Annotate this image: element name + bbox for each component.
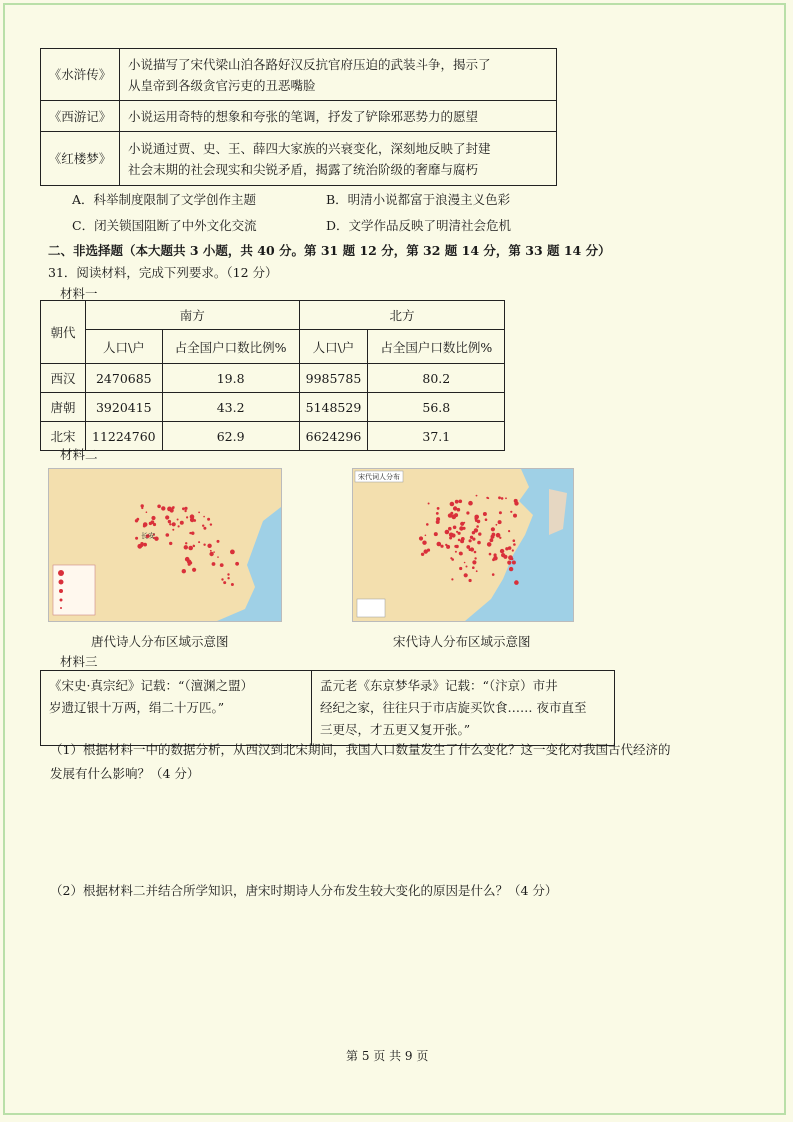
poet-dot (508, 530, 510, 532)
poet-dot (489, 553, 492, 556)
cell: 6624296 (299, 422, 368, 451)
poet-dot (469, 539, 472, 542)
poet-dot (221, 578, 223, 580)
dynasty-cell: 北宋 (41, 422, 86, 451)
poet-dot (453, 526, 457, 530)
poet-dot (146, 511, 148, 513)
poet-dot (474, 557, 476, 559)
dynasty-cell: 西汉 (41, 364, 86, 393)
material-2-label: 材料二 (60, 447, 98, 462)
material-1-label: 材料一 (60, 286, 98, 301)
table-row (41, 393, 505, 422)
poet-dot (456, 531, 458, 533)
poet-dot (445, 544, 447, 546)
poet-dot (436, 512, 439, 515)
poet-dot (182, 569, 186, 573)
poet-dot (419, 536, 423, 540)
cell: 9985785 (299, 364, 368, 393)
poet-dot (494, 553, 497, 556)
novel-name: 《西游记》 (41, 101, 120, 132)
excerpt-line: 三更尽，才五更又复开张。” (320, 722, 471, 737)
poet-dot (207, 518, 210, 521)
cell: 37.1 (368, 422, 505, 451)
poet-dot (166, 533, 170, 537)
poet-dot (143, 525, 146, 528)
poet-dot (185, 557, 190, 562)
poet-dot (468, 501, 473, 506)
poet-dot (470, 536, 473, 539)
song-poets-map (352, 468, 574, 622)
poet-dot (487, 542, 492, 547)
material-3-table (40, 670, 615, 746)
page-footer: 第 5 页 共 9 页 (346, 1049, 429, 1063)
excerpt-line: 孟元老《东京梦华录》记载：“（汴京）市井 (320, 678, 558, 693)
poet-dot (135, 519, 138, 522)
poet-dot (217, 556, 219, 558)
poet-dot (428, 503, 430, 505)
poet-dot (210, 523, 212, 525)
poet-dot (227, 577, 229, 579)
poet-dot (490, 538, 494, 542)
poet-dot (514, 499, 518, 503)
cell: 5148529 (299, 393, 368, 422)
song-map-graphic (353, 469, 573, 621)
poet-dot (457, 508, 461, 512)
poet-dot (448, 513, 452, 517)
changan-label: 长安 (141, 532, 155, 540)
poet-dot (135, 537, 138, 540)
poet-dot (210, 550, 212, 552)
col-households: 人口\户 (299, 330, 368, 364)
poet-dot (198, 541, 200, 543)
poet-dot (499, 511, 502, 514)
poet-dot (459, 500, 463, 504)
poet-dot (445, 530, 450, 535)
poet-dot (501, 550, 503, 552)
poet-dot (507, 561, 511, 565)
novel-desc (120, 101, 557, 132)
poet-dot (189, 532, 191, 534)
tang-poets-map (48, 468, 282, 622)
poet-dot (437, 542, 442, 547)
col-ratio: 占全国户口数比例% (368, 330, 505, 364)
section-heading: 二、非选择题（本大题共 3 小题，共 40 分。第 31 题 12 分，第 32 题 14 分，第 33 题 14 分） (48, 243, 611, 258)
poet-dot (143, 543, 147, 547)
poet-dot (172, 522, 176, 526)
dynasty-cell: 唐朝 (41, 393, 86, 422)
poet-dot (459, 526, 463, 530)
poet-dot (189, 561, 192, 564)
poet-dot (422, 541, 426, 545)
sub-question-1 (50, 738, 750, 786)
poet-dot (168, 520, 171, 523)
novel-desc (120, 132, 557, 186)
poet-dot (192, 568, 196, 572)
poet-dot (217, 540, 220, 543)
poet-dot (449, 533, 454, 538)
excerpt-line: 《宋史·真宗纪》记载：“（澶渊之盟） (49, 678, 254, 693)
poet-dot (455, 545, 458, 548)
table-row (41, 671, 615, 746)
poet-dot (451, 578, 453, 580)
novel-name: 《水浒传》 (41, 49, 120, 101)
poet-dot (178, 525, 180, 527)
north-header: 北方 (299, 301, 505, 330)
poet-dot (472, 566, 475, 569)
poet-dot (485, 518, 488, 521)
poet-dot (203, 516, 205, 518)
song-shi-excerpt (41, 671, 312, 746)
poet-dot (469, 548, 472, 551)
poet-dot (496, 524, 498, 526)
poet-dot (426, 523, 429, 526)
desc-line: 小说通过贾、史、王、薛四大家族的兴衰变化，深刻地反映了封建 (128, 140, 491, 156)
poet-dot (492, 573, 495, 576)
poet-dot (203, 527, 206, 530)
poet-dot (458, 539, 461, 542)
population-table (40, 300, 505, 451)
poet-dot (220, 563, 224, 567)
table-row (41, 49, 557, 101)
poet-dot (161, 506, 165, 510)
table-header-row (41, 330, 505, 364)
question-line: （1）根据材料一中的数据分析，从西汉到北宋期间，我国人口数量发生了什么变化？这一变化对我国古代经济的 (50, 742, 671, 757)
col-ratio: 占全国户口数比例% (162, 330, 299, 364)
poet-dot (513, 514, 517, 518)
poet-dot (427, 549, 430, 552)
poet-dot (455, 500, 459, 504)
poet-dot (510, 511, 512, 513)
poet-dot (463, 522, 465, 524)
poet-dot (213, 551, 215, 553)
cell: 3920415 (86, 393, 163, 422)
table-row (41, 101, 557, 132)
poet-dot (141, 507, 143, 509)
poet-dot (512, 561, 516, 565)
poet-dot (207, 544, 211, 548)
poet-dot (227, 573, 229, 575)
dynasty-header: 朝代 (41, 301, 86, 364)
dongjing-menghua-excerpt (312, 671, 615, 746)
poet-dot (177, 519, 179, 521)
poet-dot (193, 545, 195, 547)
poet-dot (437, 507, 440, 510)
desc-line: 社会末期的社会现实和尖锐矛盾，揭露了统治阶级的奢靡与腐朽 (128, 161, 479, 177)
poet-dot (491, 527, 495, 531)
tang-map-caption: 唐代诗人分布区域示意图 (91, 634, 229, 649)
desc-line: 小说运用奇特的想象和夸张的笔调，抒发了铲除邪恶势力的愿望 (128, 108, 479, 124)
poet-dot (486, 497, 488, 499)
tang-map-graphic (49, 469, 281, 621)
poet-dot (190, 518, 195, 523)
cell: 56.8 (368, 393, 505, 422)
question-31: 31．阅读材料，完成下列要求。（12 分） (48, 265, 278, 280)
poet-dot (203, 544, 205, 546)
poet-dot (425, 535, 427, 537)
poet-dot (475, 519, 478, 522)
poet-dot (513, 539, 516, 542)
poet-dot (169, 542, 172, 545)
poet-dot (492, 533, 496, 537)
poet-dot (212, 562, 216, 566)
question-line: 发展有什么影响？（4 分） (50, 766, 200, 781)
song-map-title: 宋代词人分布 (358, 473, 400, 481)
cell: 2470685 (86, 364, 163, 393)
excerpt-line: 岁遗辽银十万两，绢二十万匹。” (49, 700, 225, 715)
poet-dot (185, 542, 187, 544)
poet-dot (476, 495, 478, 497)
poet-dot (172, 506, 175, 509)
poet-dot (459, 552, 463, 556)
cell: 11224760 (86, 422, 163, 451)
col-households: 人口\户 (86, 330, 163, 364)
table-row (41, 364, 505, 393)
poet-dot (472, 560, 476, 564)
poet-dot (180, 521, 184, 525)
poet-dot (483, 512, 487, 516)
novel-desc (120, 49, 557, 101)
poet-dot (498, 496, 501, 499)
poet-dot (476, 570, 478, 572)
poet-dot (496, 533, 501, 538)
option-a: A．科举制度限制了文学创作主题 (72, 192, 257, 207)
poet-dot (172, 529, 174, 531)
poet-dot (459, 567, 462, 570)
poet-dot (509, 567, 513, 571)
option-c: C．闭关锁国阻断了中外文化交流 (72, 218, 257, 233)
poet-dot (188, 546, 193, 551)
cell: 43.2 (162, 393, 299, 422)
poet-dot (434, 532, 438, 536)
map-legend (357, 599, 385, 617)
poet-dot (493, 556, 498, 561)
poet-dot (165, 515, 169, 519)
sub-question-2: （2）根据材料二并结合所学知识，唐宋时期诗人分布发生较大变化的原因是什么？（4 分） (50, 883, 558, 898)
poet-dot (151, 516, 155, 520)
excerpt-line: 经纪之家，往往只于市店旋买饮食…… 夜市直至 (320, 700, 587, 715)
poet-dot (157, 505, 161, 509)
poet-dot (223, 581, 226, 584)
poet-dot (503, 555, 507, 559)
desc-line: 小说描写了宋代梁山泊各路好汉反抗官府压迫的武装斗争，揭示了 (128, 56, 491, 72)
song-map-caption: 宋代诗人分布区域示意图 (393, 634, 531, 649)
poet-dot (184, 510, 186, 512)
cell: 80.2 (368, 364, 505, 393)
poet-dot (198, 512, 200, 514)
poet-dot (202, 525, 204, 527)
poet-dot (466, 566, 468, 568)
cell: 19.8 (162, 364, 299, 393)
option-d: D．文学作品反映了明清社会危机 (326, 218, 512, 233)
poet-dot (464, 573, 468, 577)
poet-dot (440, 545, 443, 548)
poet-dot (231, 583, 234, 586)
poet-dot (235, 562, 239, 566)
option-b: B．明清小说都富于浪漫主义色彩 (326, 192, 511, 207)
material-3-label: 材料三 (60, 654, 98, 669)
poet-dot (474, 551, 477, 554)
novels-table (40, 48, 557, 186)
poet-dot (498, 520, 502, 524)
poet-dot (478, 532, 481, 535)
poet-dot (508, 546, 512, 550)
poet-dot (476, 525, 479, 528)
poet-dot (169, 523, 171, 525)
poet-dot (421, 553, 424, 556)
poet-dot (508, 555, 513, 560)
poet-dot (209, 552, 213, 556)
poet-dot (451, 558, 454, 561)
poet-dot (461, 537, 465, 541)
poet-dot (505, 497, 507, 499)
table-row (41, 422, 505, 451)
poet-dot (472, 531, 475, 534)
poet-dot (477, 541, 481, 545)
south-header: 南方 (86, 301, 300, 330)
poet-dot (469, 579, 472, 582)
poet-dot (184, 507, 187, 510)
table-row (41, 132, 557, 186)
poet-dot (230, 550, 235, 555)
poet-dot (182, 507, 185, 510)
poet-dot (464, 562, 466, 564)
desc-line: 从皇帝到各级贪官污吏的丑恶嘴脸 (128, 77, 316, 93)
poet-dot (436, 520, 440, 524)
table-header-row (41, 301, 505, 330)
poet-dot (466, 511, 469, 514)
poet-dot (448, 527, 452, 531)
poet-dot (455, 551, 457, 553)
poet-dot (141, 545, 143, 547)
cell: 62.9 (162, 422, 299, 451)
poet-dot (514, 580, 519, 585)
poet-dot (513, 543, 516, 546)
poet-dot (512, 549, 514, 551)
poet-dot (450, 502, 455, 507)
poet-dot (151, 520, 155, 524)
novel-name: 《红楼梦》 (41, 132, 120, 186)
poet-dot (186, 516, 188, 518)
poet-dot (501, 497, 504, 500)
poet-dot (184, 545, 188, 549)
